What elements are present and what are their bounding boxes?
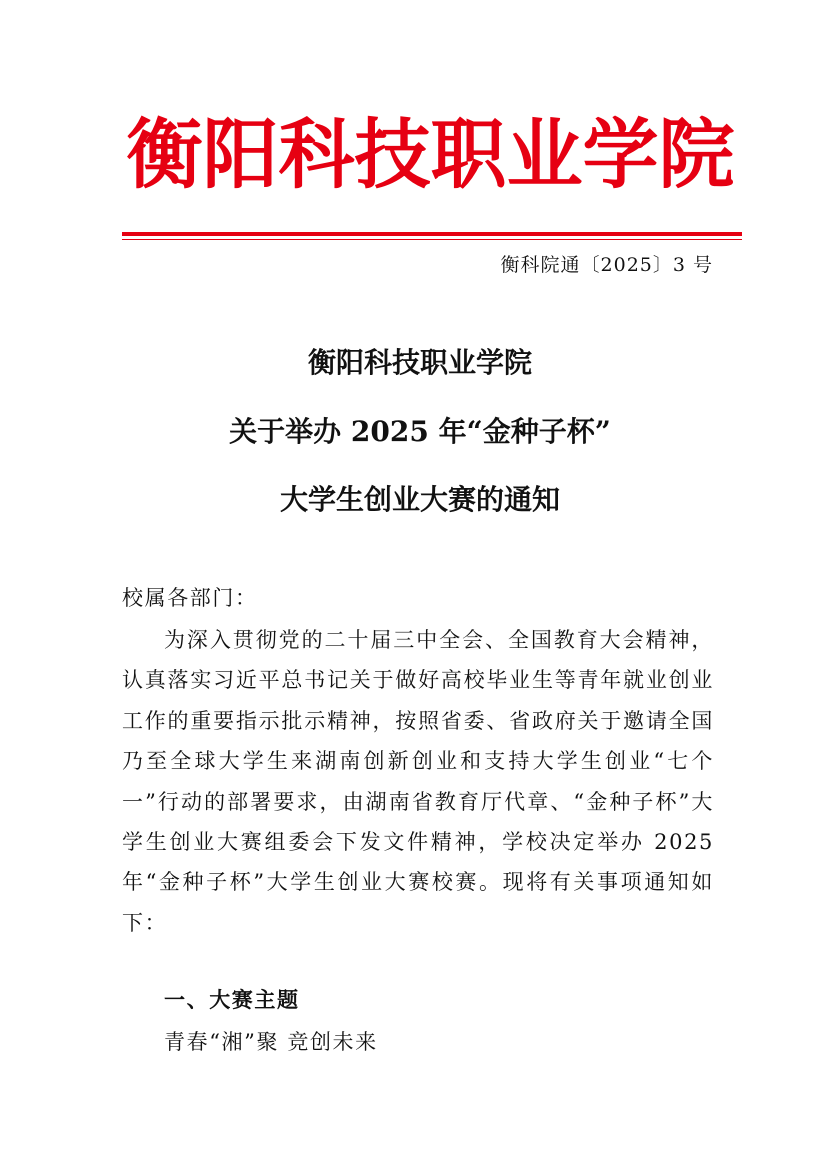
title-line-1: 衡阳科技职业学院 [307, 346, 532, 379]
salutation: 校属各部门： [122, 586, 258, 610]
header-red-rule-thin [122, 239, 742, 240]
header-red-rule [122, 232, 742, 236]
title-line-2: 关于举办 2025 年“金种子杯” [229, 415, 611, 448]
section-text: 青春“湘”聚 竞创未来 [164, 1030, 378, 1054]
document-number: 衡科院通〔2025〕3 号 [500, 254, 713, 276]
title-line-3: 大学生创业大赛的通知 [279, 483, 560, 516]
body-paragraph: 为深入贯彻党的二十届三中全会、全国教育大会精神，认真落实习近平总书记关于做好高校毕业生等青年就业创业工作的重要指示批示精神，按照省委、省政府关于邀请全国乃至全球大学生来湖南创新创业和支持大学生创业“七个一”行动的部署要求，由湖南省教育厅代章、“金种子杯”大学生创业大赛组委会下发文件精神，学校决定举办 2025 年“金种子杯”大学生创业大赛校赛。现将有关事项通知如下： [122, 628, 714, 935]
section-heading: 一、大赛主题 [164, 987, 300, 1012]
institution-masthead: 衡阳科技职业学院 [126, 110, 735, 199]
